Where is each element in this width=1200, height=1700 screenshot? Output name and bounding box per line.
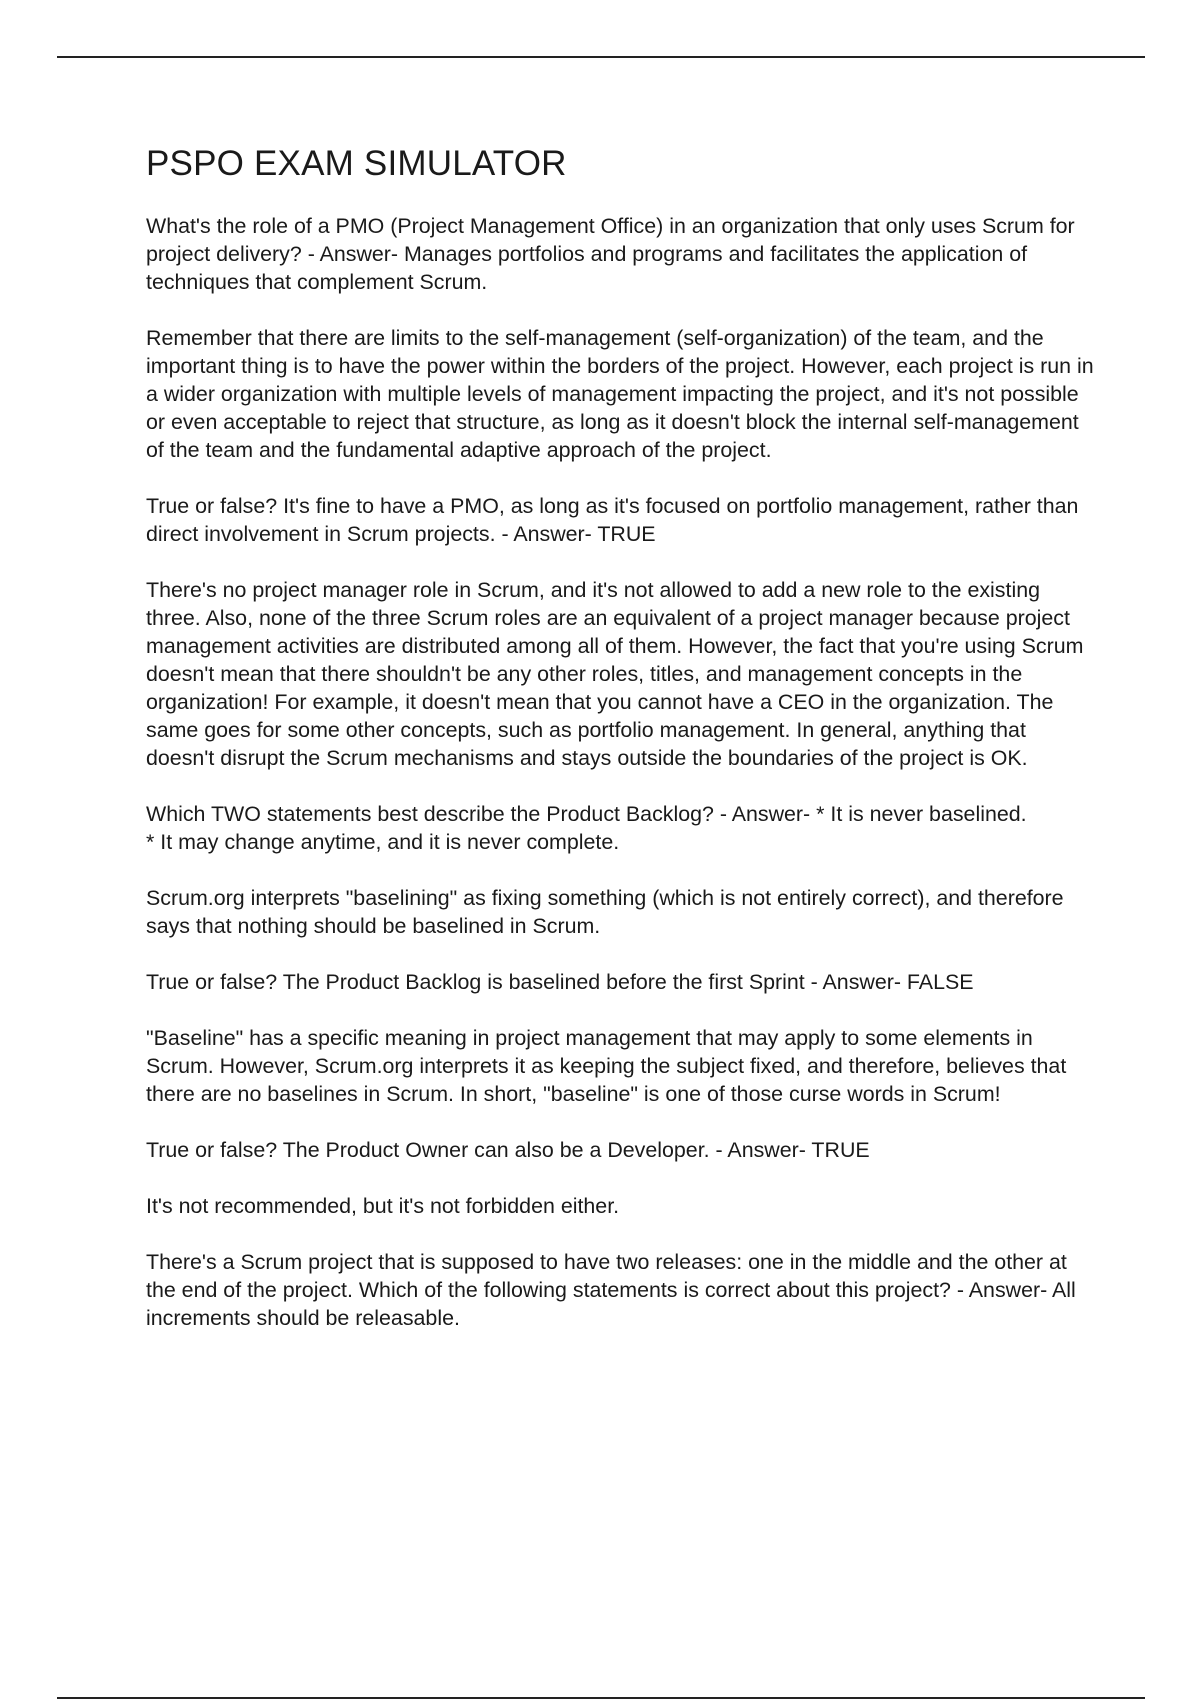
footer-rule [57,1697,1145,1699]
paragraph: True or false? It's fine to have a PMO, as long as it's focused on portfolio management, rather than direct involvement in Scrum projects. - Answer- TRUE [146,494,1079,546]
paragraph: "Baseline" has a specific meaning in project management that may apply to some elements in Scrum. However, Scrum.org interprets it as keeping the subject fixed, and therefore, believes that there are no baselines in Scrum. In short, "baseline" is one of those curse words in Scrum! [146,1026,1067,1106]
paragraph: There's a Scrum project that is supposed to have two releases: one in the middle and the other at the end of the project. Which of the following statements is correct about this project? - Answer- All increments should be releasable. [146,1250,1076,1330]
paragraph: True or false? The Product Owner can also be a Developer. - Answer- TRUE [146,1138,870,1162]
paragraph: Which TWO statements best describe the Product Backlog? - Answer- * It is never baselined. * It may change anytime, and it is never complete. [146,802,1027,854]
paragraph: Remember that there are limits to the self-management (self-organization) of the team, and the important thing is to have the power within the borders of the project. However, each project is run in a wider organization with multiple levels of management impacting the project, and it's not possible or even acceptable to reject that structure, as long as it doesn't block the internal self-management of the team and the fundamental adaptive approach of the project. [146,326,1094,462]
page-title: PSPO EXAM SIMULATOR [146,144,567,183]
paragraph: It's not recommended, but it's not forbidden either. [146,1194,620,1218]
header-rule [57,56,1145,58]
paragraph: True or false? The Product Backlog is baselined before the first Sprint - Answer- FALSE [146,970,974,994]
page-content [146,140,1096,1360]
paragraph: What's the role of a PMO (Project Management Office) in an organization that only uses Scrum for project delivery? - Answer- Manages portfolios and programs and facilitates the application of techniques that complement Scrum. [146,214,1075,294]
paragraph: Scrum.org interprets "baselining" as fixing something (which is not entirely correct), and therefore says that nothing should be baselined in Scrum. [146,886,1064,938]
paragraph: There's no project manager role in Scrum, and it's not allowed to add a new role to the existing three. Also, none of the three Scrum roles are an equivalent of a project manager because project management activities are distributed among all of them. However, the fact that you're using Scrum doesn't mean that there shouldn't be any other roles, titles, and management concepts in the organization! For example, it doesn't mean that you cannot have a CEO in the organization. The same goes for some other concepts, such as portfolio management. In general, anything that doesn't disrupt the Scrum mechanisms and stays outside the boundaries of the project is OK. [146,578,1084,770]
